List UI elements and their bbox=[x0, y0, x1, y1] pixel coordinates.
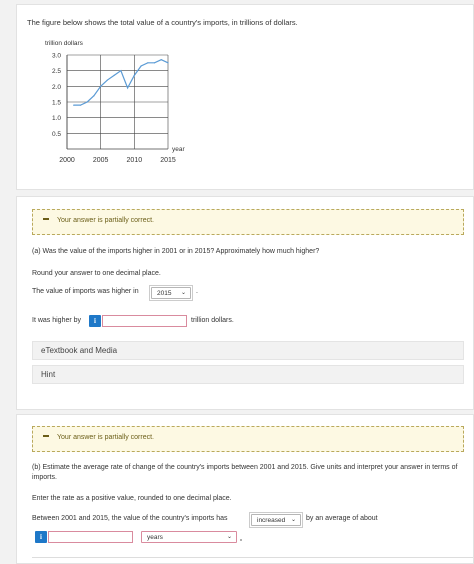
data-point bbox=[114, 75, 115, 76]
x-tick-label: 2005 bbox=[92, 157, 109, 164]
x-axis-label: year bbox=[172, 146, 185, 153]
units-select[interactable] bbox=[141, 531, 237, 543]
minus-icon bbox=[43, 435, 49, 437]
year-select-frame bbox=[149, 285, 193, 301]
x-tick-label: 2000 bbox=[59, 157, 75, 164]
question-card-a bbox=[16, 196, 474, 410]
info-icon[interactable]: i bbox=[89, 315, 101, 327]
change-select-value: increased bbox=[257, 517, 286, 524]
etextbook-label: eTextbook and Media bbox=[41, 346, 118, 355]
question-card-b bbox=[16, 414, 474, 564]
data-point bbox=[80, 105, 81, 106]
y-tick-label: 1.5 bbox=[51, 99, 61, 107]
amount-input[interactable] bbox=[102, 315, 187, 327]
data-point bbox=[100, 86, 101, 87]
hint-panel[interactable] bbox=[32, 365, 464, 384]
rate-input[interactable] bbox=[48, 531, 133, 543]
feedback-text-a: Your answer is partially correct. bbox=[57, 217, 155, 224]
amount-unit-label: trillion dollars. bbox=[191, 317, 234, 324]
feedback-text-b: Your answer is partially correct. bbox=[57, 434, 155, 441]
chevron-down-icon: ⌄ bbox=[290, 517, 296, 523]
data-point bbox=[120, 70, 121, 71]
change-select[interactable] bbox=[251, 514, 301, 526]
year-select-value: 2015 bbox=[157, 290, 172, 297]
higher-in-prefix: The value of imports was higher in bbox=[32, 288, 139, 295]
data-point bbox=[134, 75, 135, 76]
info-icon[interactable]: i bbox=[35, 531, 47, 543]
rounding-instruction-a: Round your answer to one decimal place. bbox=[32, 270, 161, 277]
chevron-down-icon: ⌄ bbox=[180, 290, 186, 296]
y-tick-label: 0.5 bbox=[51, 130, 61, 138]
sentence-b-prefix: Between 2001 and 2015, the value of the country's imports has bbox=[32, 515, 228, 522]
year-select[interactable] bbox=[151, 287, 191, 299]
imports-series-line bbox=[74, 60, 168, 105]
y-tick-label: 3.0 bbox=[51, 52, 61, 60]
hint-label: Hint bbox=[41, 370, 56, 379]
divider bbox=[32, 557, 473, 558]
imports-line-chart bbox=[25, 33, 195, 183]
data-point bbox=[127, 87, 128, 88]
chart-card bbox=[16, 4, 474, 190]
data-point bbox=[167, 62, 168, 63]
units-select-value: years bbox=[147, 534, 163, 541]
change-select-frame bbox=[249, 512, 303, 528]
x-tick-label: 2015 bbox=[160, 157, 176, 164]
data-point bbox=[87, 101, 88, 102]
y-tick-label: 2.0 bbox=[51, 83, 61, 91]
rate-instruction-b: Enter the rate as a positive value, rounded to one decimal place. bbox=[32, 495, 232, 502]
minus-icon bbox=[43, 218, 49, 220]
chevron-down-icon: ⌄ bbox=[226, 534, 232, 540]
data-point bbox=[107, 79, 108, 80]
y-tick-label: 2.5 bbox=[51, 68, 61, 76]
data-point bbox=[161, 59, 162, 60]
feedback-banner-b bbox=[32, 426, 464, 452]
etextbook-panel[interactable] bbox=[32, 341, 464, 360]
question-a-text: (a) Was the value of the imports higher in 2001 or in 2015? Approximately how much higher? bbox=[32, 248, 320, 255]
x-tick-label: 2010 bbox=[126, 157, 143, 164]
data-point bbox=[147, 62, 148, 63]
data-point bbox=[93, 95, 94, 96]
higher-in-suffix: . bbox=[196, 288, 198, 295]
feedback-banner-a bbox=[32, 209, 464, 235]
sentence-b-suffix: by an average of about bbox=[306, 515, 378, 522]
higher-by-prefix: It was higher by bbox=[32, 317, 82, 324]
question-b-text: (b) Estimate the average rate of change of the country's imports between 2001 and 2015. Give units and interpret your answer in terms of imports. bbox=[32, 464, 458, 481]
data-point bbox=[73, 105, 74, 106]
data-point bbox=[154, 62, 155, 63]
y-axis-label: trillion dollars bbox=[45, 40, 83, 47]
y-tick-label: 1.0 bbox=[51, 115, 61, 123]
data-point bbox=[140, 65, 141, 66]
trailing-period bbox=[240, 539, 242, 541]
intro-text: The figure below shows the total value of a country's imports, in trillions of dollars. bbox=[27, 18, 298, 27]
